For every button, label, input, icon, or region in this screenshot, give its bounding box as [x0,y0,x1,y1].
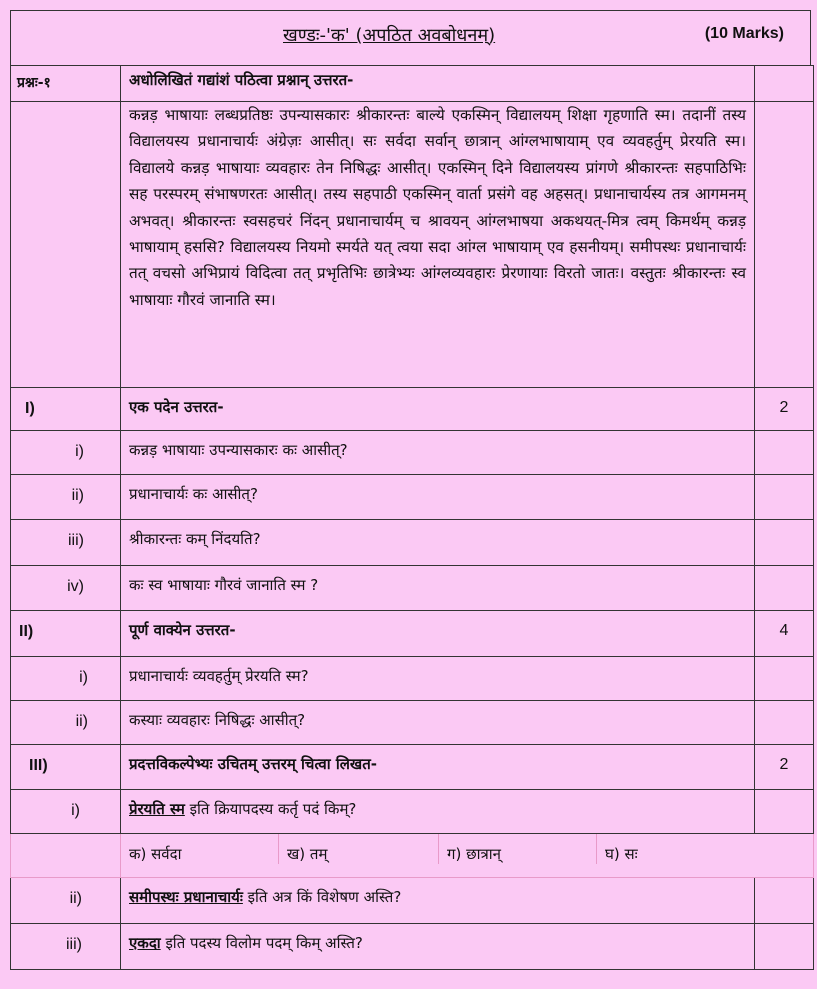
item-text: श्रीकारन्तः कम् निंदयति? [129,530,261,548]
section-marks: (10 Marks) [704,25,784,42]
question-row [11,66,814,102]
passage-text: कन्नड़ भाषायाः लब्धप्रतिष्ठः उपन्यासकारः श्रीकारन्तः बाल्ये एकस्मिन् विद्यालयम् शिक्षा गृहणाति स्म। तदानीं तस्य विद्यालयस्य प्रधानाचार्यः अंग्रेज़ः आसीत्। सः सर्वदा सर्वान् छात्रान् आंग्लभाषायाम् एव व्यवहर्तुम् प्रेरयति स्म। विद्यालये कन्नड़ भाषायाः व्यवहारः तेन निषिद्धः आसीत्। एकस्मिन् दिने विद्यालयस्य प्रांगणे श्रीकारन्तः सहपाठिभिः सह परस्परम् संभाषणरतः आसीत्। तस्य सहपाठी एकस्मिन् वार्ता प्रसंगे वह अहसत्। प्रधानाचार्यस्य तत्र आगमनम् अभवत्। श्रीकारन्तः स्वसहचरं निंदन् प्रधानाचार्यम् च श्रावयन् आंग्लभाषया अकथयत्-मित्र त्वम् किमर्थम् कन्नड़ भाषायाम् हससि? विद्यालयस्य नियमो स्मर्यते यत् त्वया सदा आंग्ल भाषायाम् एव हसनीयम्। समीपस्थः प्रधानाचार्यः तत् वचसो अभिप्रायं विदित्वा तत् प्रभृतिभिः छात्रेभ्यः आंग्लव्यवहारः प्रेरणायाः विरतो जातः। वस्तुतः श्रीकारन्तः स्व भाषायाः गौरवं जानाति स्म। [129,106,746,309]
item-rest: इति पदस्य विलोम पदम् किम् अस्ति? [160,934,363,952]
option-c: ग) छात्रान् [439,834,597,864]
section-instruction: पूर्ण वाक्येन उत्तरत- [129,621,236,639]
item-rest: इति क्रियापदस्य कर्तृ पदं किम्? [184,800,357,818]
section-instruction: प्रदत्तविकल्पेभ्यः उचितम् उत्तरम् चित्वा लिखत- [129,755,377,773]
question-item [11,701,814,745]
question-number: प्रश्नः-१ [17,75,51,91]
question-instruction: अधोलिखितं गद्यांशं पठित्वा प्रश्नान् उत्तरत- [129,71,354,89]
item-text: कन्नड़ भाषायाः उपन्यासकारः कः आसीत्? [129,441,348,459]
item-label: i) [79,669,88,686]
question-item [11,475,814,520]
option-a: क) सर्वदा [121,834,279,864]
section-label: III) [29,757,48,774]
question-item [11,566,814,611]
question-item [11,431,814,475]
item-text: कः स्व भाषायाः गौरवं जानाति स्म ? [129,576,319,594]
item-text [121,878,754,907]
item-label: i) [75,443,84,460]
item-text: प्रधानाचार्यः कः आसीत्? [129,485,258,503]
question-item [11,657,814,701]
question-item [11,878,814,924]
section-label: II) [19,623,34,640]
section-row [11,388,814,431]
section-row [11,611,814,657]
question-item [11,924,814,970]
underlined-term: प्रेरयति स्म [129,800,185,818]
underlined-term: समीपस्थः प्रधानाचार्यः [129,888,243,906]
section-marks-value: 2 [779,756,789,773]
option-b: ख) तम् [279,834,439,864]
question-item [11,790,814,834]
options-list [121,834,813,864]
section-title: खण्डः-'क' (अपठित अवबोधनम्) [283,25,496,46]
item-label: ii) [69,890,82,907]
question-item [11,520,814,566]
section-marks-value: 4 [779,622,789,639]
item-text: कस्याः व्यवहारः निषिद्धः आसीत्? [129,711,306,729]
section-label: I) [25,400,35,417]
passage-row [11,102,814,388]
item-label: iii) [68,532,84,549]
option-d: घ) सः [605,845,638,863]
underlined-term: एकदा [129,934,161,952]
item-text [121,790,754,819]
item-rest: इति अत्र किं विशेषण अस्ति? [242,888,402,906]
section-row [11,745,814,790]
item-text [121,924,754,953]
item-text: प्रधानाचार्यः व्यवहर्तुम् प्रेरयति स्म? [129,667,309,685]
options-row [11,834,814,878]
section-instruction: एक पदेन उत्तरत- [129,398,224,416]
item-label: ii) [71,487,84,504]
item-label: iv) [67,578,84,595]
item-label: ii) [75,713,88,730]
item-label: iii) [66,936,82,953]
question-table [10,65,814,970]
section-header [10,10,811,65]
section-marks-value: 2 [779,399,789,416]
item-label: i) [71,802,80,819]
